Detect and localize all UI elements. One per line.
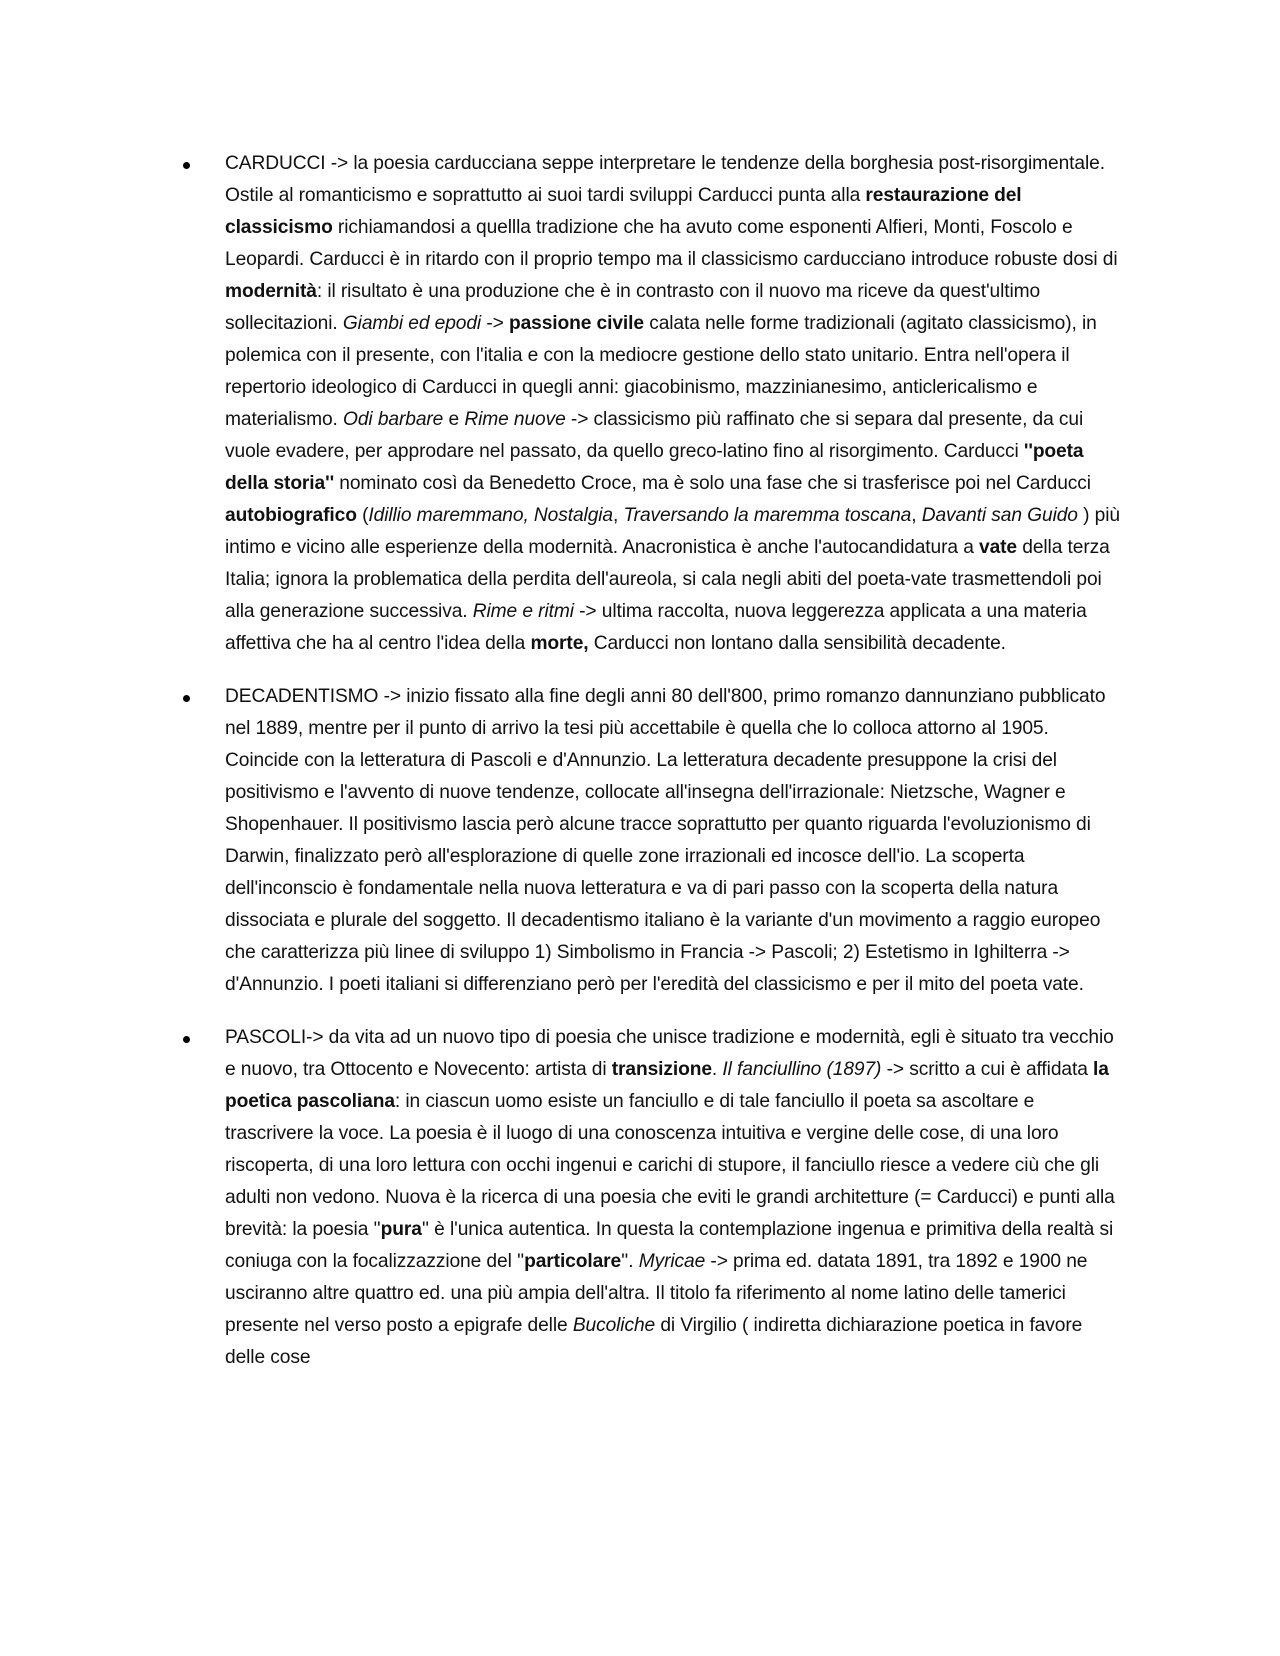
bullet-dot-icon bbox=[183, 1036, 190, 1043]
italic-text: Rime nuove bbox=[464, 409, 566, 430]
bold-text: passione civile bbox=[508, 313, 644, 334]
list-item-decadentismo bbox=[183, 681, 1123, 1001]
bold-text: la poetica pascoliana bbox=[225, 1059, 1109, 1112]
text-run: DECADENTISMO -> inizio fissato alla fine degli anni 80 dell'800, primo romanzo dannunziano pubblicato nel 1889, mentre per il punto di arrivo la tesi più accettabile è quella che lo colloca attorno al 1905. Coincide con la letteratura di Pascoli e d'Annunzio. La letteratura decadente presuppone la crisi del positivismo e l'avvento di nuove tendenze, collocate all'insegna dell'irrazionale: Nietzsche, Wagner e Shopenhauer. Il positivismo lascia però alcune tracce soprattutto per quanto riguarda l'evoluzionismo di Darwin, finalizzato però all'esplorazione di quelle zone irrazionali ed incosce dell'io. La scoperta dell'inconscio è fondamentale nella nuova letteratura e va di pari passo con la scoperta della natura dissociata e plurale del soggetto. Il decadentismo italiano è la variante d'un movimento a raggio europeo che caratterizza più linee di sviluppo 1) Simbolismo in Francia -> Pascoli; 2) Estetismo in Ighilterra -> d'Annunzio. I poeti italiani si differenziano però per l'eredità del classicismo e per il mito del poeta vate. bbox=[225, 686, 1106, 995]
text-run: -> classicismo più raffinato che si separa dal presente, da cui vuole evadere, per approdare nel passato, da quello greco-latino fino al risorgimento. Carducci bbox=[225, 409, 1084, 462]
bold-text: particolare bbox=[524, 1251, 622, 1272]
text-run: ) più intimo e vicino alle esperienze della modernità. Anacronistica è anche l'autocandidatura a bbox=[225, 505, 1120, 558]
text-run: ''. bbox=[621, 1251, 639, 1272]
text-run: : in ciascun uomo esiste un fanciullo e di tale fanciullo il poeta sa ascoltare e trascrivere la voce. La poesia è il luogo di una conoscenza intuitiva e vergine delle cose, di una loro riscoperta, di una loro lettura con occhi ingenui e carichi di stupore, il fanciullo riesce a vedere ciù che gli adulti non vedono. Nuova è la ricerca di una poesia che eviti le grandi architetture (= Carducci) e punti alla brevità: la poesia '' bbox=[225, 1091, 1115, 1240]
text-run: ( bbox=[356, 505, 369, 526]
italic-text: Rime e ritmi bbox=[472, 601, 574, 622]
text-run: Carducci non lontano dalla sensibilità decadente. bbox=[588, 633, 1006, 654]
bullet-dot-icon bbox=[183, 695, 190, 702]
bold-text: transizione bbox=[611, 1059, 712, 1080]
text-run: . bbox=[711, 1059, 723, 1080]
paragraph-text bbox=[225, 148, 1123, 660]
italic-text: Giambi ed epodi bbox=[342, 313, 482, 334]
italic-text: Bucoliche bbox=[572, 1315, 656, 1336]
text-run: di Virgilio ( indiretta dichiarazione poetica in favore delle cose bbox=[225, 1315, 1083, 1368]
bold-text: restaurazione del classicismo bbox=[225, 185, 1022, 238]
list-item-carducci bbox=[183, 148, 1123, 660]
bold-text: vate bbox=[979, 537, 1018, 558]
italic-text: Davanti san Guido bbox=[921, 505, 1078, 526]
bold-text: modernità bbox=[225, 281, 317, 302]
italic-text: Myricae bbox=[638, 1251, 706, 1272]
bold-text: ''poeta della storia'' bbox=[225, 441, 1084, 494]
text-run: -> prima ed. datata 1891, tra 1892 e 1900 ne usciranno altre quattro ed. una più ampia dell'altra. Il titolo fa riferimento al nome latino delle tamerici presente nel verso posto a epigrafe delle bbox=[225, 1251, 1088, 1336]
text-run: richiamandosi a quellla tradizione che ha avuto come esponenti Alfieri, Monti, Foscolo e Leopardi. Carducci è in ritardo con il proprio tempo ma il classicismo carducciano introduce robuste dosi di bbox=[225, 217, 1118, 270]
bold-text: morte, bbox=[530, 633, 589, 654]
text-run: PASCOLI-> da vita ad un nuovo tipo di poesia che unisce tradizione e modernità, egli è situato tra vecchio e nuovo, tra Ottocento e Novecento: artista di bbox=[225, 1027, 1114, 1080]
bold-text: pura bbox=[380, 1219, 422, 1240]
paragraph-text bbox=[225, 681, 1123, 1001]
text-run: , bbox=[911, 505, 922, 526]
text-run: della terza Italia; ignora la problematica della perdita dell'aureola, si cala negli abiti del poeta-vate trasmettendoli poi alla generazione successiva. bbox=[225, 537, 1110, 622]
text-run: e bbox=[443, 409, 465, 430]
italic-text: Odi barbare bbox=[343, 409, 444, 430]
text-run: : il risultato è una produzione che è in contrasto con il nuovo ma riceve da quest'ultimo sollecitazioni. bbox=[225, 281, 1041, 334]
text-run: calata nelle forme tradizionali (agitato classicismo), in polemica con il presente, con l'italia e con la mediocre gestione dello stato unitario. Entra nell'opera il repertorio ideologico di Carducci in quegli anni: giacobinismo, mazzinianesimo, anticlericalismo e materialismo. bbox=[225, 313, 1097, 430]
italic-text: Il fanciullino (1897) bbox=[722, 1059, 882, 1080]
paragraph-text bbox=[225, 1022, 1123, 1374]
italic-text: Traversando la maremma toscana bbox=[623, 505, 912, 526]
text-run: CARDUCCI -> la poesia carducciana seppe interpretare le tendenze della borghesia post-risorgimentale. Ostile al romanticismo e soprattutto ai suoi tardi sviluppi Carducci punta alla bbox=[225, 153, 1105, 206]
bullet-dot-icon bbox=[183, 162, 190, 169]
bold-text: autobiografico bbox=[225, 505, 357, 526]
text-run: , bbox=[613, 505, 624, 526]
list-item-pascoli bbox=[183, 1022, 1123, 1374]
text-run: nominato così da Benedetto Croce, ma è solo una fase che si trasferisce poi nel Carducci bbox=[334, 473, 1091, 494]
text-run: -> bbox=[481, 313, 509, 334]
bullet-list bbox=[183, 148, 1123, 1395]
text-run: -> ultima raccolta, nuova leggerezza applicata a una materia affettiva che ha al centro l'idea della bbox=[225, 601, 1087, 654]
italic-text: Idillio maremmano, Nostalgia bbox=[368, 505, 613, 526]
text-run: -> scritto a cui è affidata bbox=[881, 1059, 1093, 1080]
text-run: '' è l'unica autentica. In questa la contemplazione ingenua e primitiva della realtà si coniuga con la focalizzazzione del '' bbox=[225, 1219, 1114, 1272]
